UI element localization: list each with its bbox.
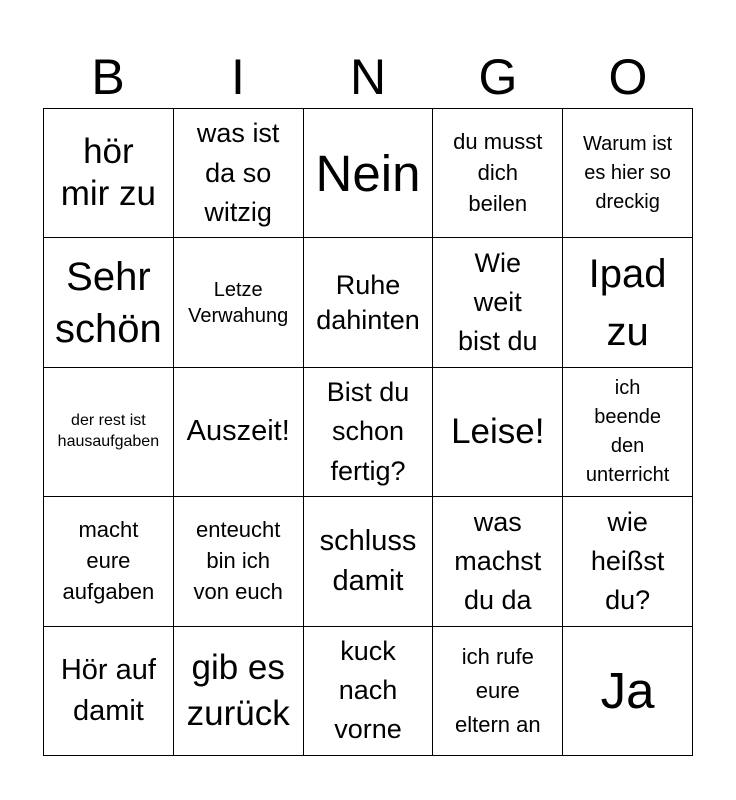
bingo-cell-r3-c3[interactable] [304, 368, 434, 497]
cell-text: Sehr schön [55, 254, 162, 351]
bingo-cell-r4-c4[interactable] [433, 497, 563, 626]
bingo-cell-r1-c3[interactable] [304, 109, 434, 238]
bingo-header [43, 46, 693, 108]
bingo-cell-r5-c2[interactable] [174, 627, 304, 756]
cell-text: ich rufe eure eltern an [454, 643, 541, 737]
bingo-grid [43, 108, 693, 756]
bingo-cell-r2-c1[interactable] [44, 238, 174, 367]
cell-text: Ja [600, 662, 655, 720]
header-letter-i: I [231, 49, 245, 105]
header-letter-b: B [91, 49, 125, 105]
bingo-cell-r1-c5[interactable] [563, 109, 693, 238]
bingo-cell-r5-c5[interactable] [563, 627, 693, 756]
bingo-cell-r4-c3[interactable] [304, 497, 434, 626]
cell-text: Bist du schon fertig? [326, 377, 410, 486]
bingo-cell-r4-c5[interactable] [563, 497, 693, 626]
cell-text: gib es zurück [186, 648, 290, 733]
bingo-cell-r2-c3[interactable] [304, 238, 434, 367]
cell-text: Auszeit! [186, 415, 290, 448]
bingo-cell-r2-c2[interactable] [174, 238, 304, 367]
bingo-cell-r4-c1[interactable] [44, 497, 174, 626]
header-letter-n: N [349, 49, 387, 105]
bingo-cell-r1-c4[interactable] [433, 109, 563, 238]
cell-text: wie heißst du? [590, 506, 665, 615]
cell-text: Ruhe dahinten [316, 269, 420, 335]
cell-text: was machst du da [454, 506, 542, 615]
header-letter-g: G [478, 49, 518, 105]
cell-text: hör mir zu [60, 132, 157, 214]
bingo-cell-r1-c2[interactable] [174, 109, 304, 238]
cell-text: Hör auf damit [60, 654, 156, 727]
cell-text: Wie weit bist du [458, 247, 538, 357]
bingo-cell-r1-c1[interactable] [44, 109, 174, 238]
cell-text: was ist da so witzig [196, 118, 280, 227]
cell-text: Warum ist es hier so dreckig [582, 132, 673, 213]
cell-text: ich beende den unterricht [585, 376, 670, 486]
bingo-cell-r3-c4[interactable] [433, 368, 563, 497]
bingo-cell-r4-c2[interactable] [174, 497, 304, 626]
bingo-cell-r5-c3[interactable] [304, 627, 434, 756]
bingo-cell-r2-c4[interactable] [433, 238, 563, 367]
header-letter-o: O [608, 49, 648, 105]
bingo-cell-r3-c2[interactable] [174, 368, 304, 497]
cell-text: kuck nach vorne [334, 636, 402, 745]
cell-text: Letze Verwahung [188, 278, 289, 327]
cell-text: schluss damit [319, 524, 417, 598]
bingo-cell-r3-c1[interactable] [44, 368, 174, 497]
bingo-cell-r5-c1[interactable] [44, 627, 174, 756]
cell-text: Ipad zu [588, 251, 667, 354]
bingo-cell-r3-c5[interactable] [563, 368, 693, 497]
cell-text: der rest ist hausaufgaben [57, 412, 160, 450]
cell-text: du musst dich beilen [453, 129, 543, 216]
cell-text: enteucht bin ich von euch [193, 517, 283, 604]
bingo-cell-r2-c5[interactable] [563, 238, 693, 367]
cell-text: macht eure aufgaben [62, 517, 155, 604]
bingo-cell-r5-c4[interactable] [433, 627, 563, 756]
cell-text: Nein [315, 144, 421, 202]
cell-text: Leise! [451, 411, 545, 451]
